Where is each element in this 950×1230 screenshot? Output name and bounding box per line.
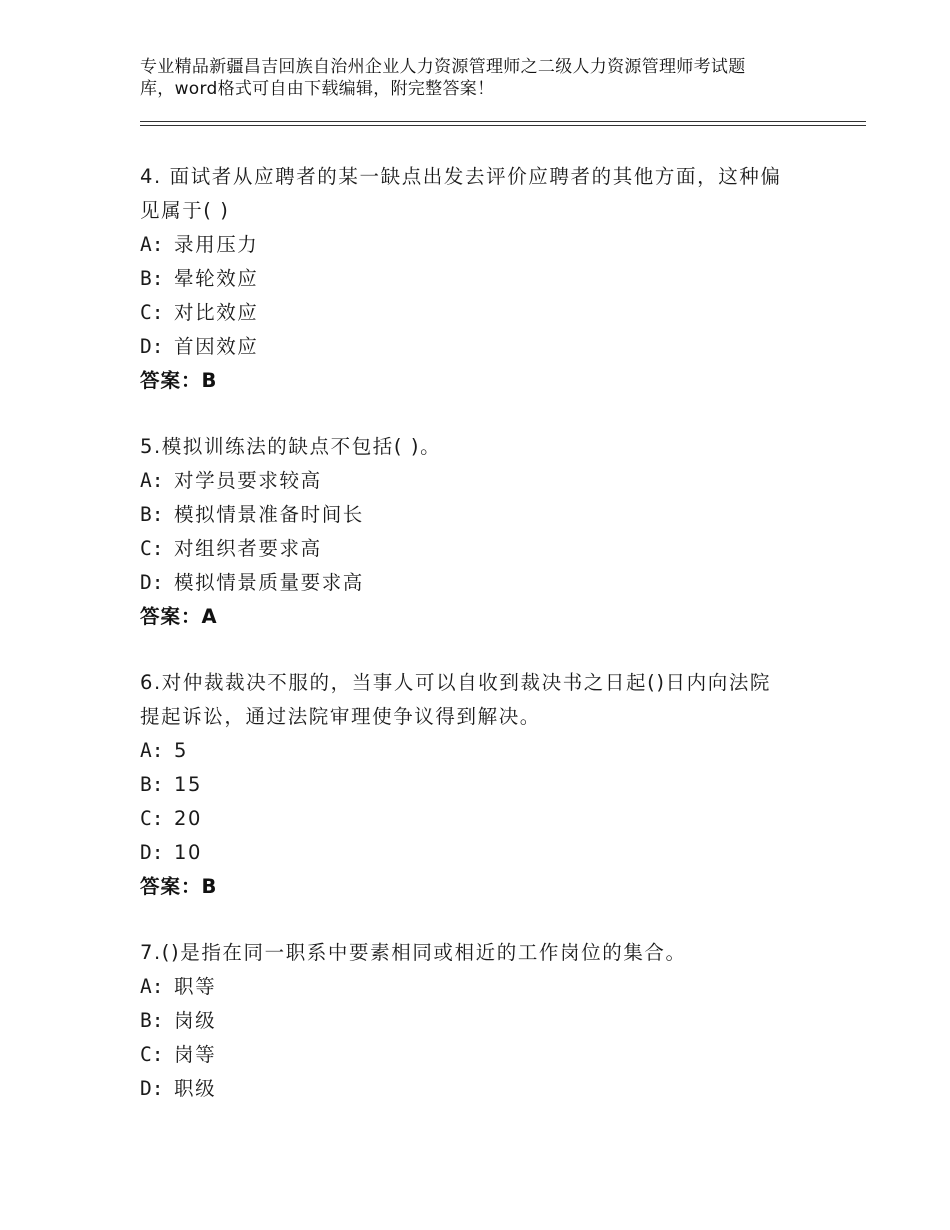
option-text: 晕轮效应 <box>174 267 259 290</box>
option-text: 录用压力 <box>174 233 259 256</box>
option-text: 职级 <box>174 1077 217 1100</box>
question-gap <box>140 904 840 936</box>
option-text: 5 <box>174 739 189 762</box>
header-divider-bottom <box>140 125 866 126</box>
option-text: 对学员要求较高 <box>174 469 322 492</box>
question-text-line: 4. 面试者从应聘者的某一缺点出发去评价应聘者的其他方面，这种偏 <box>140 165 782 188</box>
question-list <box>140 160 840 1106</box>
question-gap <box>140 634 840 666</box>
option-label: B: <box>140 1009 164 1032</box>
option-label: D: <box>140 335 164 358</box>
header-line-2: 库，word格式可自由下载编辑，附完整答案！ <box>140 79 495 99</box>
option-b <box>140 1004 840 1038</box>
option-a <box>140 228 840 262</box>
option-d <box>140 330 840 364</box>
header-line-1: 专业精品新疆昌吉回族自治州企业人力资源管理师之二级人力资源管理师考试题 <box>140 57 746 77</box>
option-label: C: <box>140 537 164 560</box>
option-label: D: <box>140 1077 164 1100</box>
option-label: B: <box>140 503 164 526</box>
option-label: C: <box>140 301 164 324</box>
option-label: B: <box>140 773 164 796</box>
option-c <box>140 1038 840 1072</box>
option-label: A: <box>140 469 164 492</box>
option-text: 对组织者要求高 <box>174 537 322 560</box>
option-b <box>140 498 840 532</box>
question-text-line: 提起诉讼，通过法院审理使争议得到解决。 <box>140 705 541 728</box>
option-text: 首因效应 <box>174 335 259 358</box>
question-7 <box>140 936 840 1106</box>
option-text: 对比效应 <box>174 301 259 324</box>
option-text: 职等 <box>174 975 217 998</box>
header-divider-top <box>140 121 866 122</box>
option-c <box>140 802 840 836</box>
question-6 <box>140 666 840 904</box>
answer-line: 答案：A <box>140 605 218 628</box>
option-label: D: <box>140 841 164 864</box>
option-c <box>140 296 840 330</box>
option-label: A: <box>140 739 164 762</box>
option-d <box>140 1072 840 1106</box>
question-gap <box>140 398 840 430</box>
option-text: 模拟情景质量要求高 <box>174 571 364 594</box>
option-text: 15 <box>174 773 203 796</box>
option-a <box>140 734 840 768</box>
option-d <box>140 836 840 870</box>
option-label: A: <box>140 233 164 256</box>
question-text-line: 见属于( ) <box>140 199 230 222</box>
option-a <box>140 464 840 498</box>
answer-line: 答案：B <box>140 875 218 898</box>
option-text: 10 <box>174 841 203 864</box>
option-text: 岗级 <box>174 1009 217 1032</box>
option-label: B: <box>140 267 164 290</box>
question-text-line: 6.对仲裁裁决不服的，当事人可以自收到裁决书之日起()日内向法院 <box>140 671 772 694</box>
option-text: 模拟情景准备时间长 <box>174 503 364 526</box>
option-label: C: <box>140 807 164 830</box>
option-label: D: <box>140 571 164 594</box>
option-text: 岗等 <box>174 1043 217 1066</box>
document-header <box>140 56 840 100</box>
option-text: 20 <box>174 807 203 830</box>
question-text-line: 7.()是指在同一职系中要素相同或相近的工作岗位的集合。 <box>140 941 687 964</box>
option-b <box>140 262 840 296</box>
option-label: A: <box>140 975 164 998</box>
option-d <box>140 566 840 600</box>
answer-line: 答案：B <box>140 369 218 392</box>
question-4 <box>140 160 840 398</box>
option-a <box>140 970 840 1004</box>
question-text-line: 5.模拟训练法的缺点不包括( )。 <box>140 435 442 458</box>
option-label: C: <box>140 1043 164 1066</box>
question-5 <box>140 430 840 634</box>
option-c <box>140 532 840 566</box>
option-b <box>140 768 840 802</box>
